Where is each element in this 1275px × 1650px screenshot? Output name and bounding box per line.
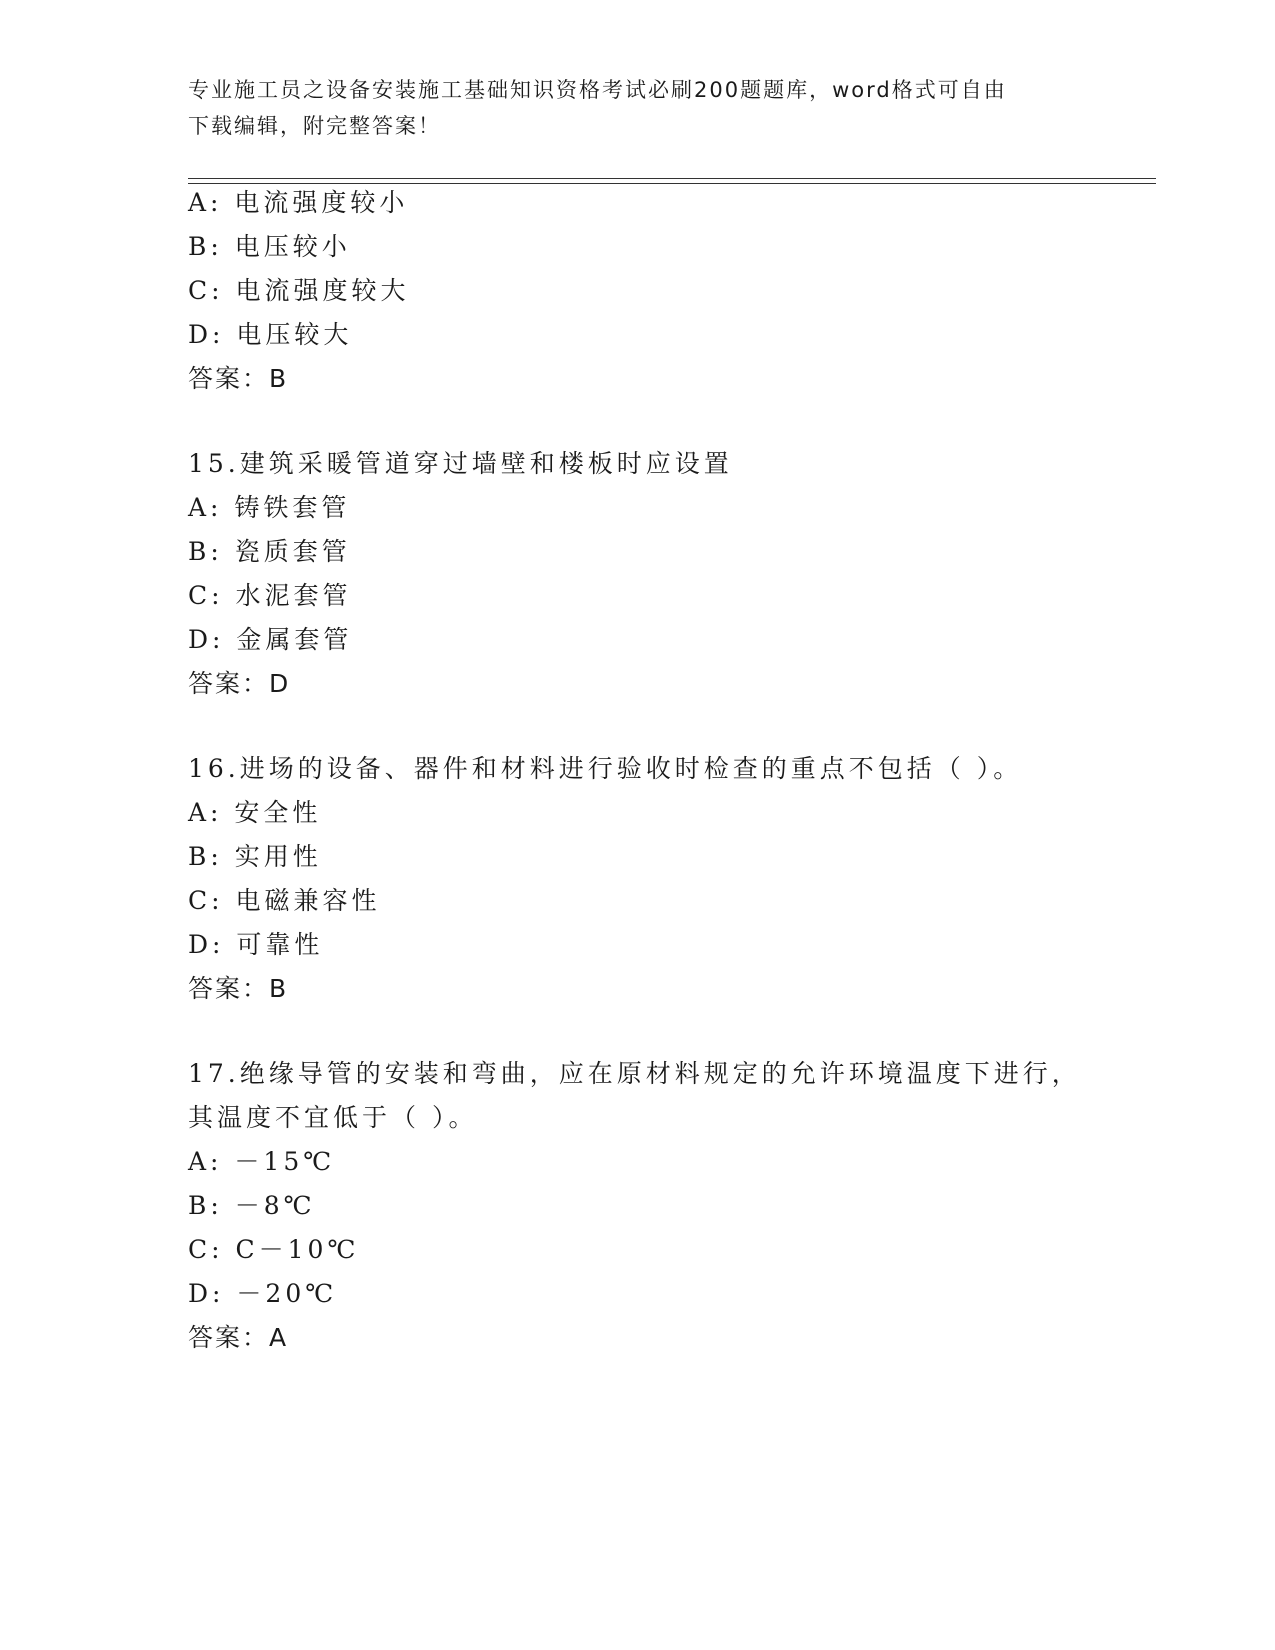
question-15-stem: 15.建筑采暖管道穿过墙壁和楼板时应设置: [188, 449, 733, 478]
header-divider-top: [188, 178, 1156, 179]
header-line-2: 下载编辑，附完整答案！: [188, 114, 441, 138]
option-b: B: 电压较小: [188, 232, 351, 261]
option-c: C: 电流强度较大: [188, 276, 410, 305]
answer-label: 答案：B: [188, 364, 289, 393]
option-d: D: 电压较大: [188, 320, 353, 349]
answer-label: 答案：D: [188, 669, 291, 698]
question-16-stem: 16.进场的设备、器件和材料进行验收时检查的重点不包括（ ）。: [188, 754, 1023, 783]
question-17-stem-line-1: 17.绝缘导管的安装和弯曲，应在原材料规定的允许环境温度下进行，: [188, 1059, 1081, 1088]
option-b: B: 实用性: [188, 842, 322, 871]
answer-label: 答案：A: [188, 1323, 289, 1352]
header-divider-bottom: [188, 183, 1156, 184]
option-c: C: 电磁兼容性: [188, 886, 381, 915]
option-b: B: 瓷质套管: [188, 537, 351, 566]
option-c: C: 水泥套管: [188, 581, 352, 610]
option-d: D: 金属套管: [188, 625, 353, 654]
option-d: D: －20℃: [188, 1279, 338, 1308]
answer-label: 答案：B: [188, 974, 289, 1003]
option-a: A: －15℃: [188, 1147, 336, 1176]
option-a: A: 铸铁套管: [188, 493, 351, 522]
option-d: D: 可靠性: [188, 930, 324, 959]
option-a: A: 安全性: [188, 798, 322, 827]
question-17-stem-line-2: 其温度不宜低于（ ）。: [188, 1103, 478, 1132]
header-line-1: 专业施工员之设备安装施工基础知识资格考试必刷200题题库，word格式可自由: [188, 78, 1007, 102]
option-b: B: －8℃: [188, 1191, 316, 1220]
option-a: A: 电流强度较小: [188, 188, 409, 217]
document-header: [188, 72, 1068, 144]
option-c: C: C－10℃: [188, 1235, 360, 1264]
